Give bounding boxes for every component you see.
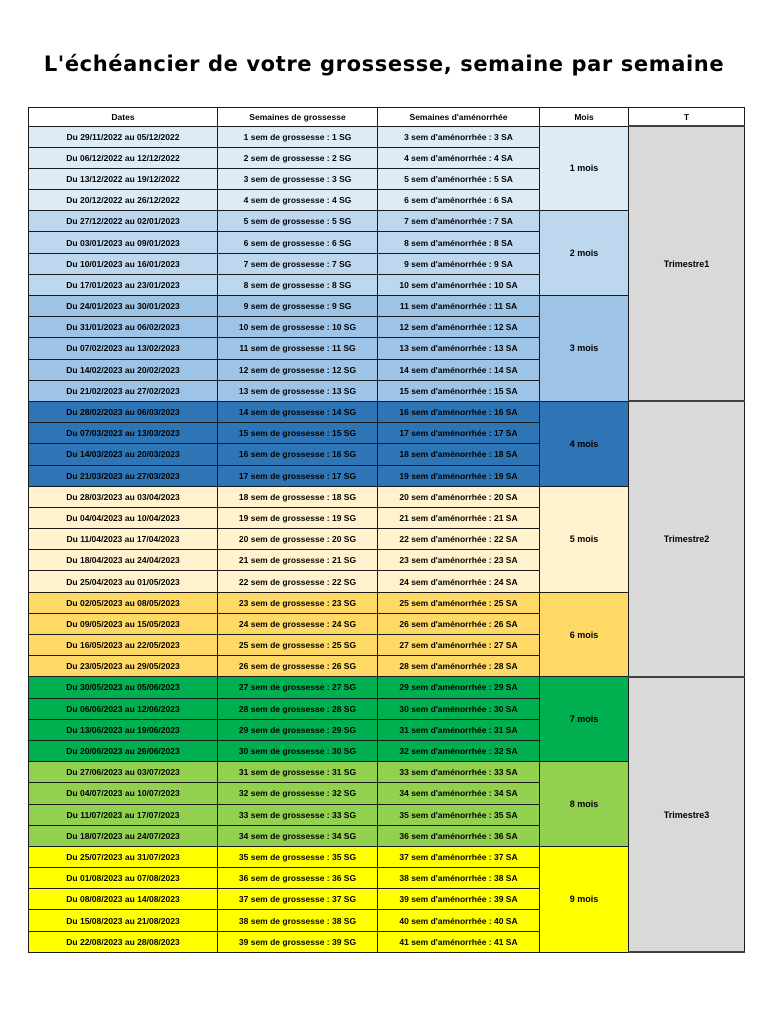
trimester-cell: Trimestre2: [629, 401, 745, 676]
month-cell: 1 mois: [540, 126, 629, 211]
dates-cell: Du 13/06/2023 au 19/06/2023: [29, 719, 218, 740]
weeks-amenorrhea-cell: 32 sem d'aménorrhée : 32 SA: [378, 740, 540, 761]
weeks-amenorrhea-cell: 30 sem d'aménorrhée : 30 SA: [378, 698, 540, 719]
dates-cell: Du 29/11/2022 au 05/12/2022: [29, 126, 218, 147]
weeks-amenorrhea-cell: 19 sem d'aménorrhée : 19 SA: [378, 465, 540, 486]
month-cell: 8 mois: [540, 762, 629, 847]
table-body: [29, 126, 745, 952]
weeks-amenorrhea-cell: 35 sem d'aménorrhée : 35 SA: [378, 804, 540, 825]
dates-cell: Du 09/05/2023 au 15/05/2023: [29, 613, 218, 634]
weeks-pregnancy-cell: 28 sem de grossesse : 28 SG: [218, 698, 378, 719]
table-row: [29, 126, 745, 147]
weeks-amenorrhea-cell: 23 sem d'aménorrhée : 23 SA: [378, 550, 540, 571]
month-cell: 4 mois: [540, 401, 629, 486]
header-row: [29, 108, 745, 127]
weeks-pregnancy-cell: 33 sem de grossesse : 33 SG: [218, 804, 378, 825]
dates-cell: Du 07/03/2023 au 13/03/2023: [29, 423, 218, 444]
weeks-pregnancy-cell: 23 sem de grossesse : 23 SG: [218, 592, 378, 613]
weeks-pregnancy-cell: 1 sem de grossesse : 1 SG: [218, 126, 378, 147]
weeks-amenorrhea-cell: 22 sem d'aménorrhée : 22 SA: [378, 529, 540, 550]
dates-cell: Du 24/01/2023 au 30/01/2023: [29, 296, 218, 317]
pregnancy-schedule-table: [28, 107, 745, 953]
dates-cell: Du 06/06/2023 au 12/06/2023: [29, 698, 218, 719]
weeks-amenorrhea-cell: 40 sem d'aménorrhée : 40 SA: [378, 910, 540, 931]
dates-cell: Du 21/03/2023 au 27/03/2023: [29, 465, 218, 486]
weeks-pregnancy-cell: 32 sem de grossesse : 32 SG: [218, 783, 378, 804]
dates-cell: Du 10/01/2023 au 16/01/2023: [29, 253, 218, 274]
weeks-pregnancy-cell: 26 sem de grossesse : 26 SG: [218, 656, 378, 677]
weeks-amenorrhea-cell: 29 sem d'aménorrhée : 29 SA: [378, 677, 540, 698]
weeks-pregnancy-cell: 20 sem de grossesse : 20 SG: [218, 529, 378, 550]
weeks-pregnancy-cell: 14 sem de grossesse : 14 SG: [218, 401, 378, 422]
weeks-amenorrhea-cell: 11 sem d'aménorrhée : 11 SA: [378, 296, 540, 317]
dates-cell: Du 25/07/2023 au 31/07/2023: [29, 846, 218, 867]
weeks-amenorrhea-cell: 37 sem d'aménorrhée : 37 SA: [378, 846, 540, 867]
dates-cell: Du 27/06/2023 au 03/07/2023: [29, 762, 218, 783]
weeks-amenorrhea-cell: 12 sem d'aménorrhée : 12 SA: [378, 317, 540, 338]
month-cell: 5 mois: [540, 486, 629, 592]
dates-cell: Du 04/07/2023 au 10/07/2023: [29, 783, 218, 804]
weeks-amenorrhea-cell: 3 sem d'aménorrhée : 3 SA: [378, 126, 540, 147]
dates-cell: Du 02/05/2023 au 08/05/2023: [29, 592, 218, 613]
weeks-amenorrhea-cell: 21 sem d'aménorrhée : 21 SA: [378, 507, 540, 528]
weeks-pregnancy-cell: 35 sem de grossesse : 35 SG: [218, 846, 378, 867]
weeks-pregnancy-cell: 8 sem de grossesse : 8 SG: [218, 274, 378, 295]
weeks-amenorrhea-cell: 18 sem d'aménorrhée : 18 SA: [378, 444, 540, 465]
weeks-amenorrhea-cell: 5 sem d'aménorrhée : 5 SA: [378, 168, 540, 189]
weeks-pregnancy-cell: 6 sem de grossesse : 6 SG: [218, 232, 378, 253]
weeks-pregnancy-cell: 30 sem de grossesse : 30 SG: [218, 740, 378, 761]
weeks-amenorrhea-cell: 15 sem d'aménorrhée : 15 SA: [378, 380, 540, 401]
schedule-table-container: [28, 107, 744, 953]
dates-cell: Du 03/01/2023 au 09/01/2023: [29, 232, 218, 253]
weeks-pregnancy-cell: 9 sem de grossesse : 9 SG: [218, 296, 378, 317]
weeks-amenorrhea-cell: 14 sem d'aménorrhée : 14 SA: [378, 359, 540, 380]
dates-cell: Du 25/04/2023 au 01/05/2023: [29, 571, 218, 592]
dates-cell: Du 18/04/2023 au 24/04/2023: [29, 550, 218, 571]
weeks-amenorrhea-cell: 34 sem d'aménorrhée : 34 SA: [378, 783, 540, 804]
dates-cell: Du 04/04/2023 au 10/04/2023: [29, 507, 218, 528]
weeks-amenorrhea-cell: 6 sem d'aménorrhée : 6 SA: [378, 190, 540, 211]
dates-cell: Du 16/05/2023 au 22/05/2023: [29, 635, 218, 656]
dates-cell: Du 28/03/2023 au 03/04/2023: [29, 486, 218, 507]
weeks-pregnancy-cell: 13 sem de grossesse : 13 SG: [218, 380, 378, 401]
weeks-amenorrhea-cell: 28 sem d'aménorrhée : 28 SA: [378, 656, 540, 677]
dates-cell: Du 13/12/2022 au 19/12/2022: [29, 168, 218, 189]
table-row: [29, 677, 745, 698]
weeks-pregnancy-cell: 17 sem de grossesse : 17 SG: [218, 465, 378, 486]
dates-cell: Du 14/02/2023 au 20/02/2023: [29, 359, 218, 380]
weeks-pregnancy-cell: 15 sem de grossesse : 15 SG: [218, 423, 378, 444]
weeks-pregnancy-cell: 29 sem de grossesse : 29 SG: [218, 719, 378, 740]
dates-cell: Du 18/07/2023 au 24/07/2023: [29, 825, 218, 846]
weeks-pregnancy-cell: 16 sem de grossesse : 16 SG: [218, 444, 378, 465]
weeks-pregnancy-cell: 4 sem de grossesse : 4 SG: [218, 190, 378, 211]
month-cell: 9 mois: [540, 846, 629, 952]
dates-cell: Du 30/05/2023 au 05/06/2023: [29, 677, 218, 698]
dates-cell: Du 01/08/2023 au 07/08/2023: [29, 868, 218, 889]
dates-cell: Du 20/06/2023 au 26/06/2023: [29, 740, 218, 761]
dates-cell: Du 11/07/2023 au 17/07/2023: [29, 804, 218, 825]
dates-cell: Du 21/02/2023 au 27/02/2023: [29, 380, 218, 401]
weeks-amenorrhea-cell: 16 sem d'aménorrhée : 16 SA: [378, 401, 540, 422]
weeks-amenorrhea-cell: 7 sem d'aménorrhée : 7 SA: [378, 211, 540, 232]
month-cell: 3 mois: [540, 296, 629, 402]
table-header: [29, 108, 745, 127]
weeks-pregnancy-cell: 11 sem de grossesse : 11 SG: [218, 338, 378, 359]
weeks-pregnancy-cell: 24 sem de grossesse : 24 SG: [218, 613, 378, 634]
dates-cell: Du 17/01/2023 au 23/01/2023: [29, 274, 218, 295]
dates-cell: Du 31/01/2023 au 06/02/2023: [29, 317, 218, 338]
weeks-pregnancy-cell: 25 sem de grossesse : 25 SG: [218, 635, 378, 656]
weeks-pregnancy-cell: 2 sem de grossesse : 2 SG: [218, 147, 378, 168]
trimester-cell: Trimestre3: [629, 677, 745, 952]
weeks-pregnancy-cell: 39 sem de grossesse : 39 SG: [218, 931, 378, 952]
weeks-amenorrhea-cell: 39 sem d'aménorrhée : 39 SA: [378, 889, 540, 910]
weeks-pregnancy-cell: 3 sem de grossesse : 3 SG: [218, 168, 378, 189]
weeks-amenorrhea-cell: 26 sem d'aménorrhée : 26 SA: [378, 613, 540, 634]
dates-cell: Du 08/08/2023 au 14/08/2023: [29, 889, 218, 910]
dates-cell: Du 27/12/2022 au 02/01/2023: [29, 211, 218, 232]
weeks-amenorrhea-cell: 31 sem d'aménorrhée : 31 SA: [378, 719, 540, 740]
page-title: L'échéancier de votre grossesse, semaine par semaine: [43, 52, 725, 76]
month-cell: 7 mois: [540, 677, 629, 762]
month-cell: 6 mois: [540, 592, 629, 677]
weeks-amenorrhea-cell: 4 sem d'aménorrhée : 4 SA: [378, 147, 540, 168]
dates-cell: Du 22/08/2023 au 28/08/2023: [29, 931, 218, 952]
dates-cell: Du 07/02/2023 au 13/02/2023: [29, 338, 218, 359]
weeks-amenorrhea-cell: 24 sem d'aménorrhée : 24 SA: [378, 571, 540, 592]
weeks-pregnancy-cell: 10 sem de grossesse : 10 SG: [218, 317, 378, 338]
header-weeks-amenorrhea: Semaines d'aménorrhée: [378, 108, 540, 127]
weeks-pregnancy-cell: 21 sem de grossesse : 21 SG: [218, 550, 378, 571]
weeks-amenorrhea-cell: 33 sem d'aménorrhée : 33 SA: [378, 762, 540, 783]
weeks-amenorrhea-cell: 20 sem d'aménorrhée : 20 SA: [378, 486, 540, 507]
weeks-pregnancy-cell: 38 sem de grossesse : 38 SG: [218, 910, 378, 931]
weeks-amenorrhea-cell: 41 sem d'aménorrhée : 41 SA: [378, 931, 540, 952]
weeks-pregnancy-cell: 19 sem de grossesse : 19 SG: [218, 507, 378, 528]
header-month: Mois: [540, 108, 629, 127]
header-dates: Dates: [29, 108, 218, 127]
weeks-pregnancy-cell: 36 sem de grossesse : 36 SG: [218, 868, 378, 889]
month-cell: 2 mois: [540, 211, 629, 296]
weeks-pregnancy-cell: 7 sem de grossesse : 7 SG: [218, 253, 378, 274]
dates-cell: Du 06/12/2022 au 12/12/2022: [29, 147, 218, 168]
trimester-cell: Trimestre1: [629, 126, 745, 401]
table-row: [29, 401, 745, 422]
dates-cell: Du 14/03/2023 au 20/03/2023: [29, 444, 218, 465]
header-trimester: T: [629, 108, 745, 127]
weeks-pregnancy-cell: 27 sem de grossesse : 27 SG: [218, 677, 378, 698]
weeks-amenorrhea-cell: 9 sem d'aménorrhée : 9 SA: [378, 253, 540, 274]
weeks-amenorrhea-cell: 27 sem d'aménorrhée : 27 SA: [378, 635, 540, 656]
weeks-amenorrhea-cell: 17 sem d'aménorrhée : 17 SA: [378, 423, 540, 444]
weeks-amenorrhea-cell: 8 sem d'aménorrhée : 8 SA: [378, 232, 540, 253]
weeks-pregnancy-cell: 18 sem de grossesse : 18 SG: [218, 486, 378, 507]
weeks-amenorrhea-cell: 36 sem d'aménorrhée : 36 SA: [378, 825, 540, 846]
dates-cell: Du 11/04/2023 au 17/04/2023: [29, 529, 218, 550]
weeks-amenorrhea-cell: 38 sem d'aménorrhée : 38 SA: [378, 868, 540, 889]
weeks-amenorrhea-cell: 13 sem d'aménorrhée : 13 SA: [378, 338, 540, 359]
dates-cell: Du 20/12/2022 au 26/12/2022: [29, 190, 218, 211]
weeks-pregnancy-cell: 22 sem de grossesse : 22 SG: [218, 571, 378, 592]
weeks-amenorrhea-cell: 10 sem d'aménorrhée : 10 SA: [378, 274, 540, 295]
dates-cell: Du 28/02/2023 au 06/03/2023: [29, 401, 218, 422]
dates-cell: Du 15/08/2023 au 21/08/2023: [29, 910, 218, 931]
weeks-pregnancy-cell: 12 sem de grossesse : 12 SG: [218, 359, 378, 380]
header-weeks-pregnancy: Semaines de grossesse: [218, 108, 378, 127]
weeks-pregnancy-cell: 37 sem de grossesse : 37 SG: [218, 889, 378, 910]
weeks-amenorrhea-cell: 25 sem d'aménorrhée : 25 SA: [378, 592, 540, 613]
weeks-pregnancy-cell: 34 sem de grossesse : 34 SG: [218, 825, 378, 846]
weeks-pregnancy-cell: 31 sem de grossesse : 31 SG: [218, 762, 378, 783]
dates-cell: Du 23/05/2023 au 29/05/2023: [29, 656, 218, 677]
weeks-pregnancy-cell: 5 sem de grossesse : 5 SG: [218, 211, 378, 232]
